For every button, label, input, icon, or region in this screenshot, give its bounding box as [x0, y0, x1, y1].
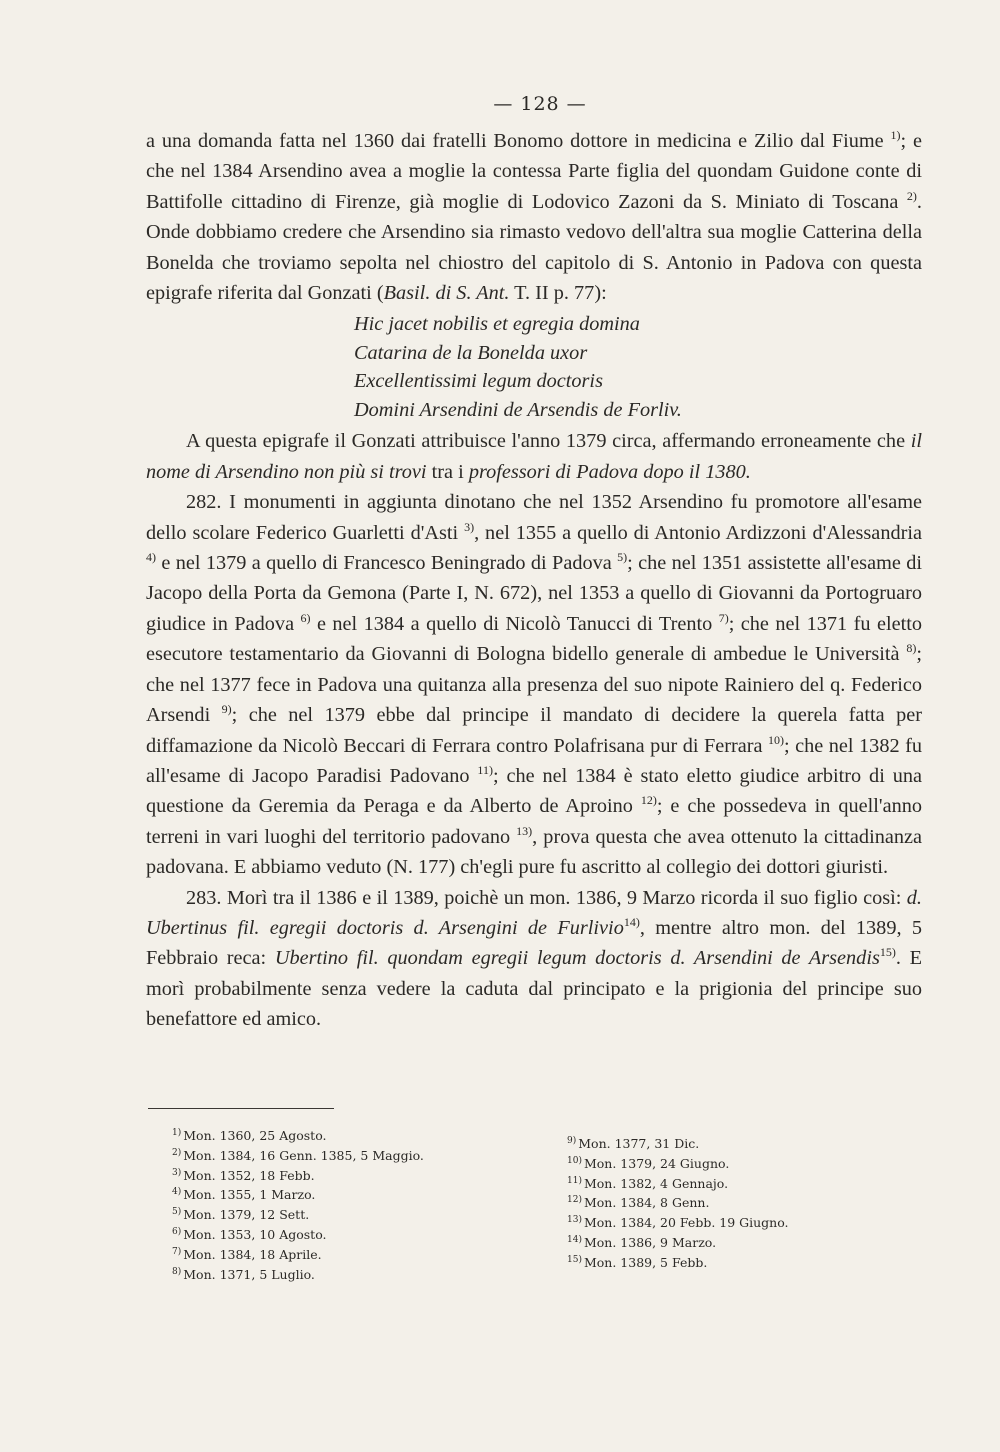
text-run: ; che nel 1351 assistette all'esame di Jacopo della Porta da Gemona (Parte I, N. 672), nel 1353 a quello di Giovanni da Portogruaro giudice in Padova	[146, 552, 922, 635]
footnote	[172, 1264, 424, 1284]
footnote-text: Mon. 1382, 4 Gennajo.	[583, 1175, 729, 1191]
footnote-text: Mon. 1384, 20 Febb. 19 Giugno.	[583, 1215, 789, 1231]
footnote-text: Mon. 1384, 16 Genn. 1385, 5 Maggio.	[183, 1147, 424, 1163]
footnote-ref: 12)	[640, 793, 657, 808]
footnote-number: 15)	[567, 1254, 582, 1265]
footnote-ref: 10)	[768, 732, 785, 747]
footnote-text: Mon. 1353, 10 Agosto.	[183, 1226, 327, 1242]
text-run: T. II p. 77):	[509, 282, 607, 305]
footnote-ref: 5)	[617, 550, 628, 565]
footnote-number: 6)	[172, 1226, 182, 1237]
footnote-ref: 8)	[906, 641, 917, 656]
footnote-text: Mon. 1352, 18 Febb.	[183, 1167, 315, 1183]
text-run: ; che nel 1379 ebbe dal principe il mandato di decidere la querela fatta per diffamazione da Nicolò Beccari di Ferrara contro Polafrisana pur di Ferrara	[146, 704, 922, 757]
main-text	[146, 126, 922, 1035]
epigraph-line: Excellentissimi legum doctoris	[354, 370, 603, 393]
footnote	[172, 1204, 424, 1224]
text-run: , prova questa che avea ottenuto la cittadinanza padovana. E abbiamo veduto (N. 177) ch'egli pure fu ascritto al collegio dei dottori giuristi.	[146, 825, 922, 879]
footnote-text: Mon. 1389, 5 Febb.	[583, 1254, 708, 1270]
text-run: ; che nel 1377 fece in Padova una quitanza alla presenza del suo nipote Rainiero del q. Federico Arsendi	[146, 643, 922, 727]
paragraph-283	[146, 883, 922, 1035]
epigraph	[354, 310, 922, 424]
text-run: a una domanda fatta nel 1360 dai fratelli Bonomo dottore in medicina e Zilio dal Fiume	[146, 130, 891, 152]
footnote	[567, 1252, 789, 1272]
footnote	[172, 1125, 424, 1145]
footnote-number: 14)	[567, 1234, 582, 1245]
footnote	[567, 1173, 789, 1193]
footnote	[172, 1165, 424, 1185]
footnote-number: 11)	[567, 1175, 582, 1186]
text-run: . Onde dobbiamo credere che Arsendino sia rimasto vedovo dell'altra sua moglie Catterina della Bonelda che troviamo sepolta nel chiostro del capitolo di S. Antonio in Padova con questa epigrafe riferita dal Gonzati (	[146, 190, 922, 305]
footnote-ref: 2)	[906, 188, 917, 203]
footnote	[567, 1192, 789, 1212]
footnote	[567, 1133, 789, 1153]
text-run: e nel 1384 a quello di Nicolò Tanucci di Trento	[310, 612, 719, 635]
footnote-number: 2)	[172, 1147, 182, 1158]
footnote	[172, 1224, 424, 1244]
text-run: , nel 1355 a quello di Antonio Ardizzoni d'Alessandria	[474, 521, 922, 544]
footnote-number: 13)	[567, 1215, 582, 1226]
footnote	[172, 1244, 424, 1264]
footnote-ref: 4)	[146, 550, 156, 565]
footnote-ref: 7)	[718, 610, 729, 625]
epigraph-line: Domini Arsendini de Arsendis de Forliv.	[354, 398, 682, 421]
footnote-number: 1)	[172, 1128, 182, 1138]
italic-quote: d. Ubertinus fil. egregii doctoris d. Arsengini de Furlivio	[146, 886, 922, 939]
footnote-ref: 6)	[300, 610, 311, 625]
citation-title: Basil. di S. Ant.	[383, 282, 510, 305]
italic-quote: Ubertino fil. quondam egregii legum doctoris d. Arsendini de Arsendis	[274, 947, 880, 970]
footnote-number: 10)	[567, 1155, 582, 1166]
footnote-text: Mon. 1360, 25 Agosto.	[183, 1128, 327, 1143]
footnote-number: 7)	[172, 1246, 182, 1257]
paragraph-282	[146, 487, 922, 882]
text-run: ; che nel 1382 fu all'esame di Jacopo Paradisi Padovano	[146, 734, 922, 787]
footnote-text: Mon. 1379, 24 Giugno.	[583, 1155, 730, 1171]
text-run: e nel 1379 a quello di Francesco Beningrado di Padova	[156, 552, 618, 575]
footnotes-left-column	[172, 1125, 424, 1283]
epigraph-line: Hic jacet nobilis et egregia domina	[354, 313, 640, 336]
footnote-ref: 3)	[464, 519, 475, 534]
footnotes-right-column	[567, 1133, 789, 1272]
footnote-text: Mon. 1386, 9 Marzo.	[583, 1234, 717, 1250]
paragraph-2	[146, 426, 922, 487]
footnote	[567, 1232, 789, 1252]
text-run: 283. Morì tra il 1386 e il 1389, poichè un mon. 1386, 9 Marzo ricorda il suo figlio così:	[186, 886, 907, 909]
footnote-ref: 14)	[623, 914, 640, 929]
text-run: ; e che possedeva in quell'anno terreni in vari luoghi del territorio padovano	[146, 795, 922, 848]
epigraph-line: Catarina de la Bonelda uxor	[354, 341, 588, 364]
footnote-text: Mon. 1384, 8 Genn.	[583, 1195, 710, 1211]
footnote-number: 9)	[567, 1136, 577, 1146]
text-run: tra i	[426, 460, 469, 483]
page-number: — 128 —	[493, 93, 587, 115]
footnote-text: Mon. 1377, 31 Dic.	[578, 1136, 700, 1151]
footnote-number: 12)	[567, 1195, 582, 1206]
footnote-number: 3)	[172, 1167, 182, 1178]
footnote-ref: 15)	[879, 945, 896, 960]
footnote-number: 8)	[172, 1266, 182, 1277]
footnote	[567, 1153, 789, 1173]
text-run: ; che nel 1384 è stato eletto giudice arbitro di una questione da Geremia da Peraga e da Alberto de Aproino	[146, 764, 922, 818]
footnote-text: Mon. 1384, 18 Aprile.	[183, 1246, 322, 1262]
italic-quote: professori di Padova dopo il 1380.	[468, 460, 751, 483]
footnote-text: Mon. 1371, 5 Luglio.	[183, 1266, 315, 1282]
footnote	[172, 1184, 424, 1204]
footnote-ref: 11)	[477, 762, 493, 777]
text-run: ; e che nel 1384 Arsendino avea a moglie la contessa Parte figlia del quondam Guidone conte di Battifolle cittadino di Firenze, già moglie di Lodovico Zazoni da S. Miniato di Toscana	[146, 130, 922, 213]
footnote-number: 5)	[172, 1207, 182, 1218]
paragraph-1	[146, 126, 922, 308]
footnote	[567, 1212, 789, 1232]
footnote-ref: 9)	[221, 702, 232, 717]
footnote-number: 4)	[172, 1187, 182, 1198]
footnote-separator	[148, 1108, 334, 1109]
italic-quote: il nome di Arsendino non più si trovi	[146, 430, 922, 483]
footnote-ref: 1)	[890, 128, 901, 142]
text-run: A questa epigrafe il Gonzati attribuisce l'anno 1379 circa, affermando erroneamente che	[186, 430, 911, 453]
text-run: 282. I monumenti in aggiunta dinotano che nel 1352 Arsendino fu promotore all'esame dello scolare Federico Guarletti d'Asti	[146, 491, 922, 544]
text-run: ; che nel 1371 fu eletto esecutore testamentario da Giovanni di Bologna bidello generale di ambedue le Università	[146, 612, 922, 666]
footnote-text: Mon. 1379, 12 Sett.	[183, 1207, 310, 1223]
footnote	[172, 1145, 424, 1165]
footnote-ref: 13)	[516, 823, 533, 838]
footnote-text: Mon. 1355, 1 Marzo.	[183, 1187, 316, 1203]
text-run: , mentre altro mon. del 1389, 5 Febbraio reca:	[146, 916, 922, 970]
text-run: . E morì probabilmente senza vedere la caduta dal principato e la prigionia del principe suo benefattore ed amico.	[146, 947, 922, 1031]
